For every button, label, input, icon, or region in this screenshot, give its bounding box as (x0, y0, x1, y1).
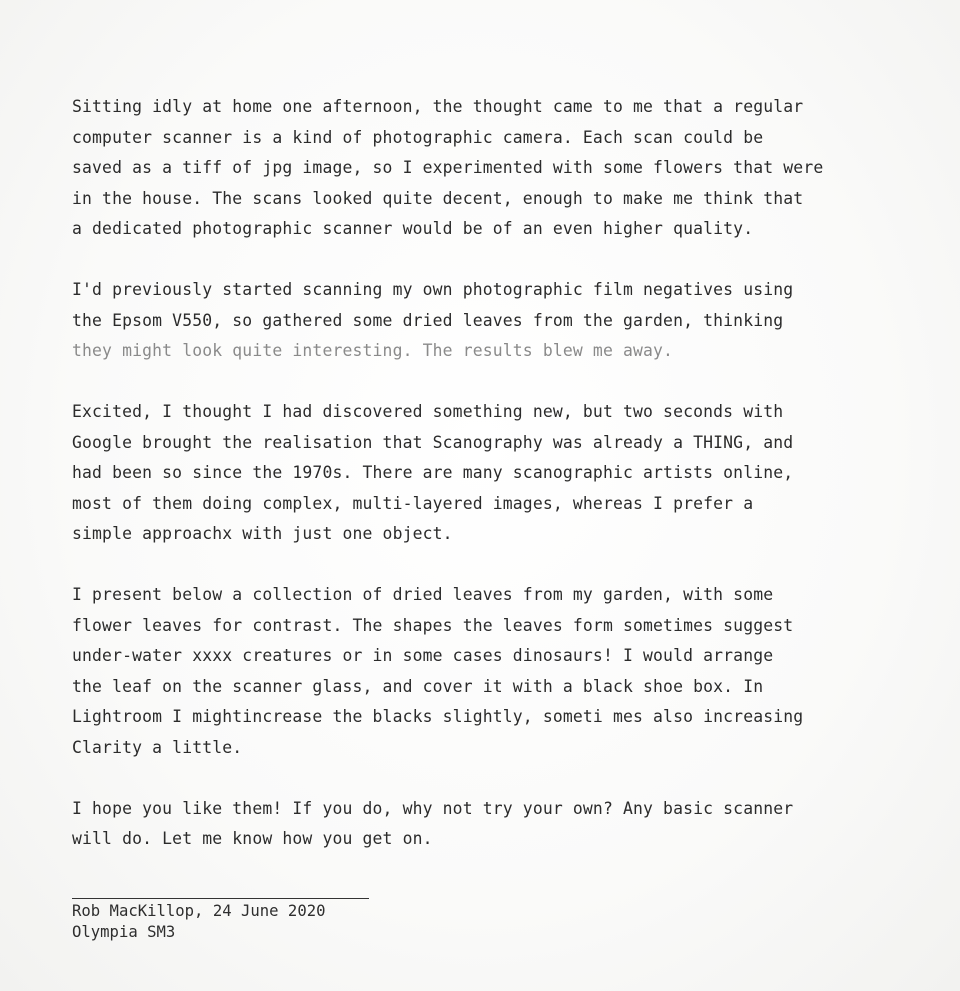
text-line: a dedicated photographic scanner would be of an even higher quality. (72, 219, 754, 238)
text-line: in the house. The scans looked quite decent, enough to make me think that (72, 188, 804, 208)
text-line: I'd previously started scanning my own photographic film negatives using (72, 280, 794, 299)
text-line: they might look quite interesting. The results blew me away. (72, 341, 674, 360)
text-line: Lightroom I mightincrease the blacks slightly, someti mes also increasing (72, 707, 804, 726)
signature-author-date: Rob MacKillop, 24 June 2020 (72, 902, 326, 920)
text-line: simple approachx with just one object. (72, 524, 453, 543)
text-line: will do. Let me know how you get on. (72, 829, 433, 848)
signature-typewriter-model: Olympia SM3 (72, 923, 176, 941)
text-line: under-water xxxx creatures or in some cases dinosaurs! I would arrange (72, 646, 774, 665)
text-line: flower leaves for contrast. The shapes the leaves form sometimes suggest (72, 615, 794, 635)
typed-letter-body (72, 92, 952, 885)
text-line: the leaf on the scanner glass, and cover it with a black shoe box. In (72, 676, 764, 696)
text-line: I hope you like them! If you do, why not try your own? Any basic scanner (72, 798, 794, 818)
paragraph-5 (72, 794, 952, 855)
signature-block (72, 901, 325, 943)
signature-rule (72, 898, 369, 899)
text-line: I present below a collection of dried leaves from my garden, with some (72, 585, 774, 604)
text-line: most of them doing complex, multi-layered images, whereas I prefer a (72, 493, 754, 513)
text-line: Sitting idly at home one afternoon, the thought came to me that a regular (72, 97, 804, 116)
paragraph-4 (72, 580, 952, 763)
text-line: computer scanner is a kind of photographic camera. Each scan could be (72, 127, 764, 147)
text-line: Excited, I thought I had discovered something new, but two seconds with (72, 402, 784, 421)
paragraph-2 (72, 275, 952, 367)
text-line: saved as a tiff of jpg image, so I experimented with some flowers that were (72, 158, 824, 177)
text-line: Google brought the realisation that Scanography was already a THING, and (72, 432, 794, 452)
text-line: the Epsom V550, so gathered some dried leaves from the garden, thinking (72, 310, 784, 330)
paragraph-3 (72, 397, 952, 550)
text-line: had been so since the 1970s. There are many scanographic artists online, (72, 463, 794, 482)
text-line: Clarity a little. (72, 737, 243, 757)
paragraph-1 (72, 92, 952, 245)
